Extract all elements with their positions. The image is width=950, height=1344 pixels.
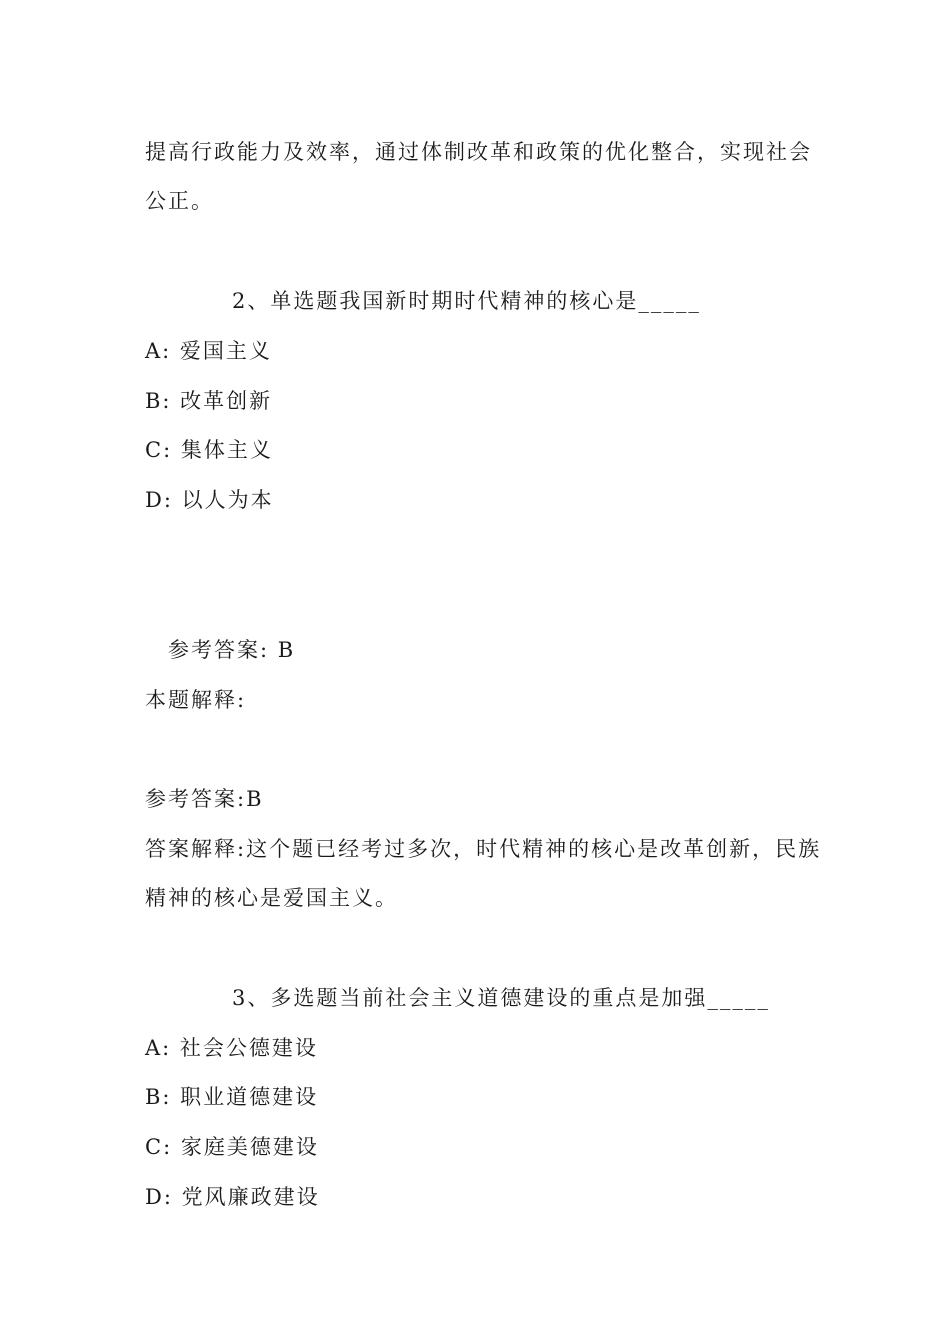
question-2-option-c: C: 集体主义 (145, 438, 273, 462)
question-2-explanation-line-2: 精神的核心是爱国主义。 (145, 886, 398, 910)
question-2-explanation-line-1: 答案解释:这个题已经考过多次，时代精神的核心是改革创新，民族 (145, 837, 822, 861)
question-3-option-d: D: 党风廉政建设 (145, 1185, 320, 1209)
question-3-option-c: C: 家庭美德建设 (145, 1135, 319, 1159)
question-2-option-b: B: 改革创新 (145, 389, 273, 413)
question-2-reference-answer-repeat: 参考答案:B (145, 787, 264, 811)
question-3-option-a: A: 社会公德建设 (145, 1036, 318, 1060)
question-2-option-d: D: 以人为本 (145, 488, 274, 512)
question-2-reference-answer: 参考答案: B (168, 638, 296, 662)
question-3-title: 3、多选题当前社会主义道德建设的重点是加强_____ (232, 986, 770, 1010)
intro-text-line-1: 提高行政能力及效率，通过体制改革和政策的优化整合，实现社会 (145, 140, 812, 164)
intro-text-line-2: 公正。 (145, 189, 214, 213)
question-2-explanation-label: 本题解释: (145, 688, 247, 712)
question-2-title: 2、单选题我国新时期时代精神的核心是_____ (232, 289, 701, 313)
question-2-option-a: A: 爱国主义 (145, 339, 272, 363)
question-3-option-b: B: 职业道德建设 (145, 1085, 319, 1109)
